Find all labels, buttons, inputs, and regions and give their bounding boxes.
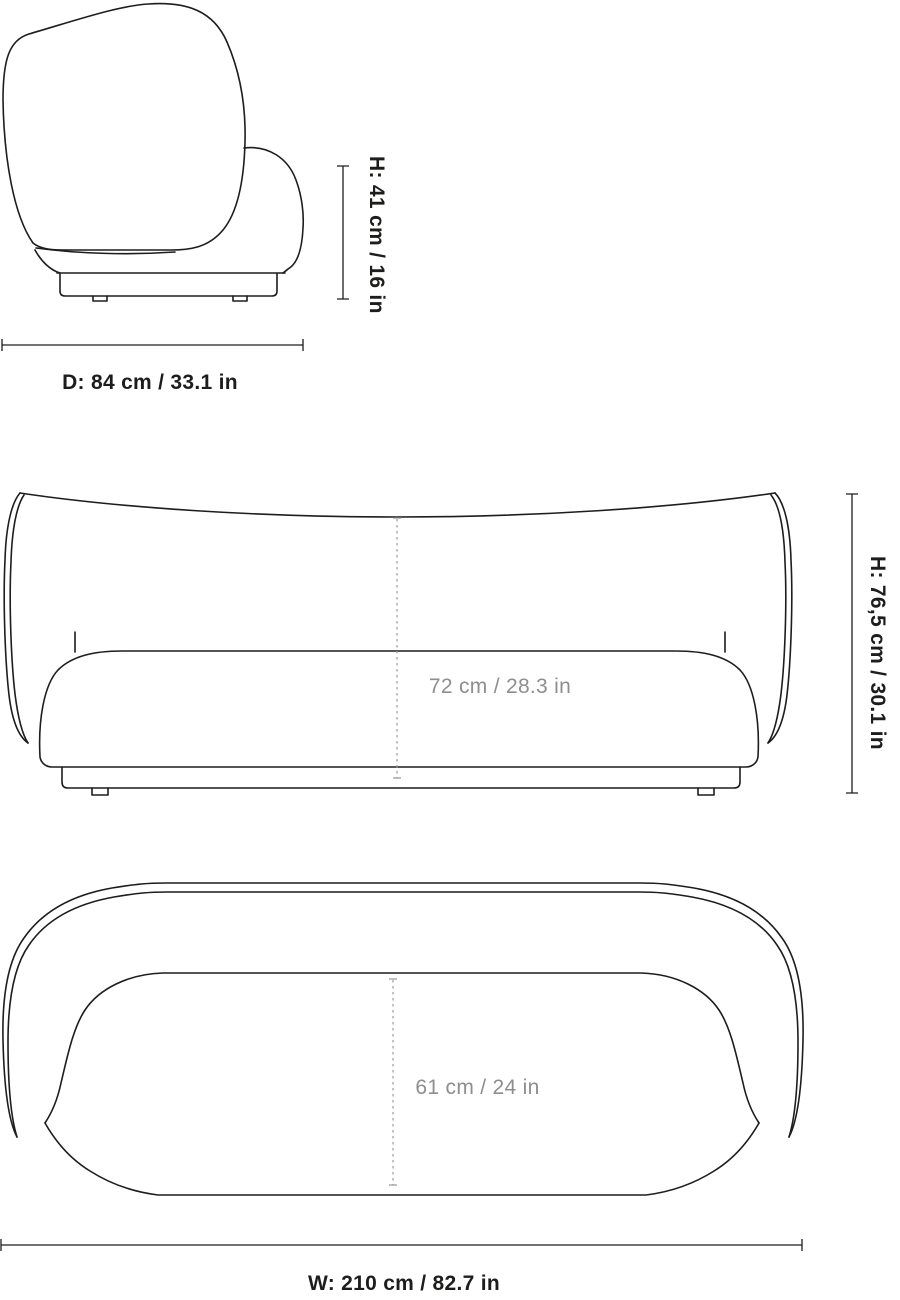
front-seat-cushion bbox=[40, 651, 759, 767]
top-seat-front-edge bbox=[45, 1123, 759, 1195]
top-view-drawing bbox=[0, 870, 900, 1265]
side-seat-to-base bbox=[35, 250, 60, 273]
top-width-dimension-line bbox=[1, 1239, 802, 1251]
side-depth-label: D: 84 cm / 33.1 in bbox=[62, 371, 238, 394]
side-base-outline bbox=[57, 273, 285, 296]
front-foot-right bbox=[698, 788, 714, 795]
side-height-dimension-line bbox=[337, 166, 349, 299]
side-backrest-outline bbox=[3, 4, 245, 250]
top-inner-depth-label: 61 cm / 24 in bbox=[415, 1076, 540, 1099]
side-height-label: H: 41 cm / 16 in bbox=[365, 155, 388, 314]
top-inner-edge bbox=[45, 973, 759, 1123]
front-left-wing-inner bbox=[10, 495, 28, 743]
front-height-dimension-line bbox=[846, 494, 858, 793]
front-foot-left bbox=[92, 788, 108, 795]
front-top-edge bbox=[20, 493, 775, 517]
front-inner-width-label: 72 cm / 28.3 in bbox=[428, 675, 572, 698]
side-depth-dimension-line bbox=[2, 339, 303, 351]
side-view-drawing bbox=[0, 0, 360, 360]
top-outer-edge-inner-line bbox=[8, 892, 798, 1137]
front-right-wing-inner bbox=[768, 495, 786, 743]
front-view-drawing bbox=[0, 480, 900, 810]
top-width-label: W: 210 cm / 82.7 in bbox=[307, 1272, 501, 1295]
front-height-label: H: 76,5 cm / 30.1 in bbox=[866, 555, 889, 750]
side-seat-seam bbox=[36, 248, 175, 254]
side-armrest-outline bbox=[244, 148, 303, 273]
